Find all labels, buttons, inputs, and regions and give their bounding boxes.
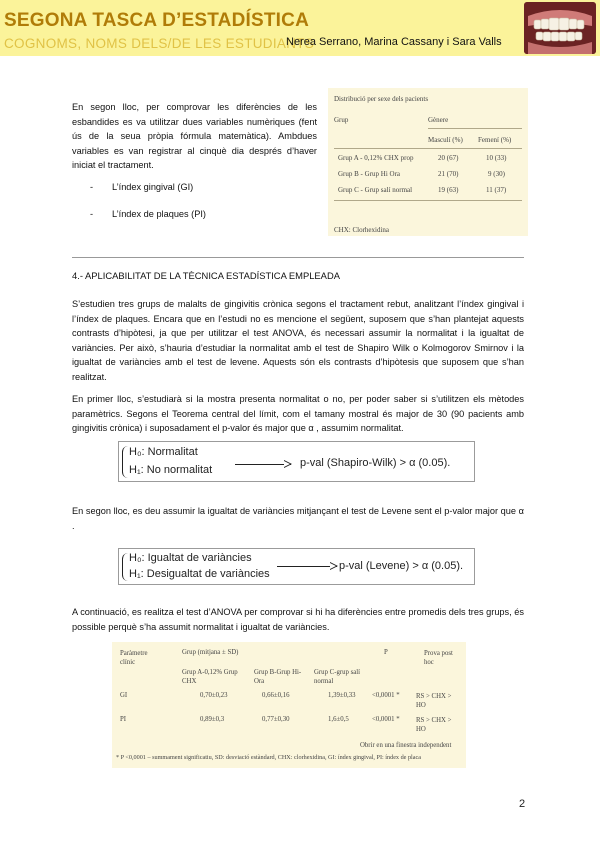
table-cell: 21 (70) <box>438 170 459 178</box>
section-paragraph: En segon lloc, es deu assumir la igualtat de variàncies mitjançant el test de Levene sent el p-valor major que α . <box>72 506 524 531</box>
table-cell: <0,0001 * <box>372 692 400 699</box>
column-subheader: Grup B-Grup Hi-Ora <box>254 669 302 685</box>
table-cell: RS > CHX > HO <box>416 717 452 733</box>
brace <box>122 553 128 581</box>
table-cell: 1,39±0,33 <box>328 692 356 699</box>
table-cell: 9 (30) <box>488 170 505 178</box>
table-cell: GI <box>120 692 128 699</box>
section-paragraph: S’estudien tres grups de malalts de gingivitis crònica segons el tractament rebut, analitzant l’índex gingival i l’índex de plaques. Encara que en l’estudi no es mencione el següent, suposem que s’han plantejat aquests contrasts d’hipòtesi, ja que per utilitzar el test ANOVA, és necessari assumir la normalitat i la igualtat de variàncies. Per això, s’hauria d’estudiar la normalitat amb el test de Shapiro Wilk o Kolmogorov Smirnov i la igualtat de variàncies amb el test de levene. Aquests són els contrasts d’hipòtesis que suposem que s’han realitzat. <box>72 299 524 382</box>
document-subtitle: COGNOMS, NOMS DELS/DE LES ESTUDIANTS <box>4 36 315 51</box>
section-title: 4.- APLICABILITAT DE LA TÈCNICA ESTADÍSTICA EMPLEADA <box>72 270 340 281</box>
arrow-icon <box>235 464 291 465</box>
table-caption: Distribució per sexe dels pacients <box>334 95 429 103</box>
divider <box>334 200 522 201</box>
teeth-photo <box>524 2 596 54</box>
table-footnote: * P <0,0001 – summament significatiu, SD: desviació estàndard, CHX: clorhexidina, GI: índex gingival, PI: índex de placa <box>116 754 422 761</box>
table-cell: RS > CHX > HO <box>416 693 452 709</box>
alt-hypothesis: H₁: No normalitat <box>129 464 213 476</box>
test-result: p-val (Levene) > α (0.05). <box>339 560 464 572</box>
section-paragraph: En primer lloc, s’estudiarà si la mostra presenta normalitat o no, per poder saber si s’utilitzen els mètodes paramètrics. Segons el Teorema central del límit, com el tamany mostral és major de 30 (90 pacients amb gingivitis crònica) i suposadament el p-valor és major que α , assumim normalitat. <box>72 394 524 433</box>
table-cell: 11 (37) <box>486 186 507 194</box>
table-cell: PI <box>120 716 127 723</box>
null-hypothesis: H₀: Normalitat <box>129 446 198 458</box>
table-cell: Grup B - Grup Hi Ora <box>338 170 401 178</box>
hypothesis-box-normality <box>118 441 475 482</box>
table-cell: 0,70±0,23 <box>200 692 228 699</box>
column-header: Gènere <box>428 116 449 124</box>
column-header: P <box>384 649 388 656</box>
divider <box>428 128 522 129</box>
intro-paragraph: En segon lloc, per comprovar les diferències de les esbandides es va utilitzar dues variables numèriques (fent ús de la seua pròpia fórmula matemàtica). Ambdues variables es van registrar al cinquè dia després d’haver iniciat el tractament. <box>72 102 317 170</box>
hypothesis-box-variance <box>118 548 475 585</box>
table-cell: 0,77±0,30 <box>262 716 290 723</box>
column-header: Grup <box>334 116 349 124</box>
column-header: Prova post hoc <box>424 650 453 666</box>
null-hypothesis: H₀: Igualtat de variàncies <box>129 552 252 564</box>
authors: Nerea Serrano, Marina Cassany i Sara Valls <box>286 36 502 48</box>
table-cell: 0,89±0,3 <box>200 716 225 723</box>
section-paragraph: A continuació, es realitza el test d’ANOVA per comprovar si hi ha diferències entre promedis dels tres grups, és possible perquè s’ha assumit normalitat i igualtat de variàncies. <box>72 607 524 632</box>
alt-hypothesis: H₁: Desigualtat de variàncies <box>129 568 270 580</box>
header-banner <box>0 0 600 56</box>
document-title: SEGONA TASCA D’ESTADÍSTICA <box>4 10 309 31</box>
table-cell: 1,6±0,5 <box>328 716 349 723</box>
divider <box>334 148 522 149</box>
list-item: - L’índex de plaques (PI) <box>90 209 206 219</box>
table-footnote: CHX: Clorhexidina <box>334 226 390 234</box>
section-divider <box>72 257 524 258</box>
table-cell: 10 (33) <box>486 154 507 162</box>
test-result: p-val (Shapiro-Wilk) > α (0.05). <box>300 457 451 469</box>
list-item: - L’índex gingival (GI) <box>90 182 194 192</box>
column-header: Femení (%) <box>478 136 512 144</box>
table-cell: 20 (67) <box>438 154 459 162</box>
column-header: Masculí (%) <box>428 136 463 144</box>
anova-results-table <box>112 642 466 768</box>
open-window-link[interactable]: Obrir en una finestra independent <box>360 742 452 749</box>
list-item-text: L’índex gingival (GI) <box>112 182 194 192</box>
brace <box>122 446 128 478</box>
table-cell: Grup C - Grup salí normal <box>338 186 413 194</box>
table-cell: <0,0001 * <box>372 716 400 723</box>
table-cell: Grup A - 0,12% CHX prop <box>338 154 414 162</box>
column-subheader: Grup C-grup salí normal <box>314 669 361 685</box>
gender-distribution-table <box>328 88 528 236</box>
table-cell: 0,66±0,16 <box>262 692 290 699</box>
column-header: Grup (mitjana ± SD) <box>182 649 239 656</box>
column-header: Paràmetre clínic <box>120 650 148 666</box>
page-number: 2 <box>519 798 526 810</box>
list-item-text: L’índex de plaques (PI) <box>112 209 206 219</box>
arrow-icon <box>277 566 337 567</box>
column-subheader: Grup A-0,12% Grup CHX <box>182 669 238 685</box>
table-cell: 19 (63) <box>438 186 459 194</box>
